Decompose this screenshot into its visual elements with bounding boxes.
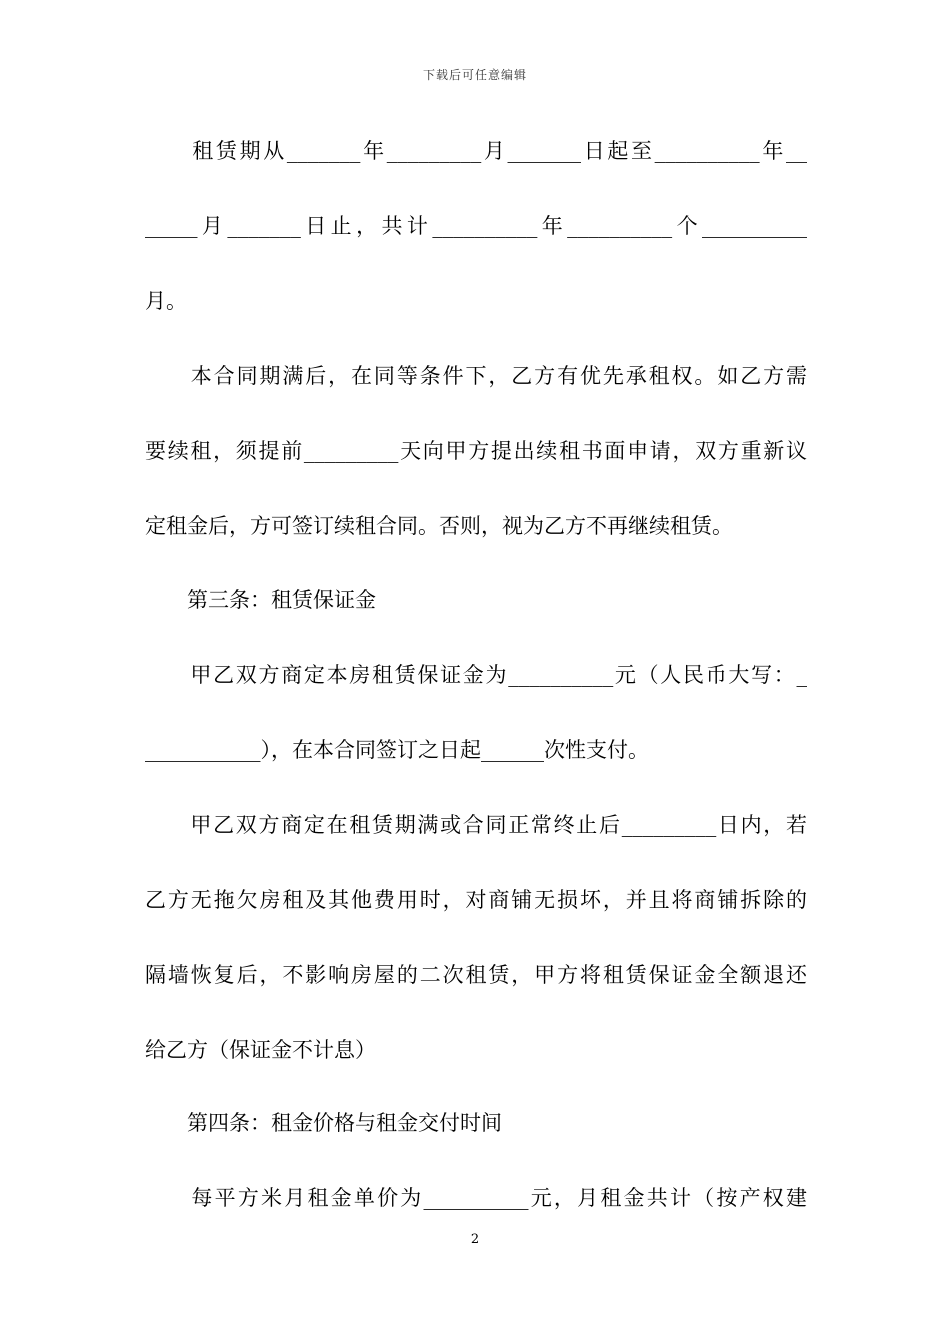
section-heading: 第四条：租金价格与租金交付时间	[145, 1111, 502, 1135]
paragraph-line: 每平方米月租金单价为__________元，月租金共计（按产权建	[145, 1186, 807, 1210]
paragraph-line: 甲乙双方商定在租赁期满或合同正常终止后_________日内，若	[145, 813, 807, 837]
paragraph-line: ___________），在本合同签订之日起______次性支付。	[145, 738, 649, 762]
page-header-note: 下载后可任意编辑	[422, 68, 527, 82]
paragraph-line: 要续租，须提前_________天向甲方提出续租书面申请，双方重新议	[145, 439, 807, 463]
paragraph-line: 给乙方（保证金不计息）	[145, 1038, 376, 1062]
paragraph-line: 隔墙恢复后，不影响房屋的二次租赁，甲方将租赁保证金全额退还	[145, 963, 807, 987]
paragraph-line: _____月_______日止，共计__________年__________个__________	[145, 214, 807, 238]
paragraph-line: 甲乙双方商定本房租赁保证金为__________元（人民币大写：_	[145, 663, 807, 687]
paragraph-line: 乙方无拖欠房租及其他费用时，对商铺无损坏，并且将商铺拆除的	[145, 888, 807, 912]
section-heading: 第三条：租赁保证金	[145, 588, 376, 612]
paragraph-line: 定租金后，方可签订续租合同。否则，视为乙方不再继续租赁。	[145, 514, 733, 538]
paragraph-line: 本合同期满后，在同等条件下，乙方有优先承租权。如乙方需	[145, 364, 807, 388]
paragraph-line: 租赁期从_______年_________月_______日起至__________年__	[145, 139, 807, 163]
paragraph-line: 月。	[145, 289, 187, 313]
page-number: 2	[470, 1232, 480, 1247]
